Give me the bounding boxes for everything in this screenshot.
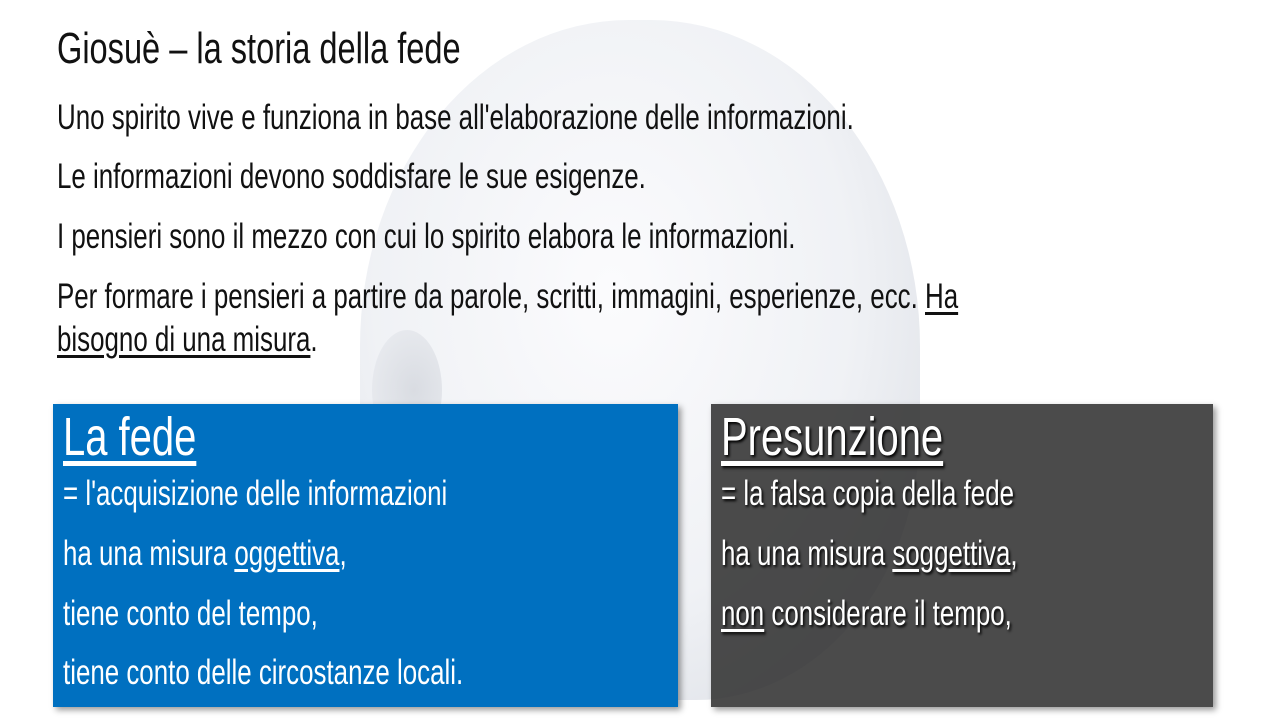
body-line-2: Le informazioni devono soddisfare le sue esigenze.: [57, 157, 646, 196]
slide-title: Giosuè – la storia della fede: [57, 24, 461, 73]
presumption-heading: Presunzione: [721, 407, 944, 467]
text: ,: [1010, 534, 1018, 573]
text: ha una misura: [63, 534, 235, 573]
underlined-text: bisogno di una misura: [57, 320, 311, 359]
faith-line-1: = l'acquisizione delle informazioni: [63, 474, 448, 513]
body-line-5: [57, 320, 318, 360]
presumption-line-1: = la falsa copia della fede: [721, 474, 1015, 513]
text: considerare il tempo,: [764, 594, 1012, 633]
underlined-text: oggettiva: [234, 534, 340, 573]
faith-line-3: tiene conto del tempo,: [63, 594, 318, 633]
text: .: [310, 320, 318, 359]
body-line-1: Uno spirito vive e funziona in base all'elaborazione delle informazioni.: [57, 98, 854, 137]
underlined-text: Ha: [925, 277, 959, 316]
faith-heading: La fede: [63, 407, 197, 467]
faith-line-2: [63, 534, 347, 574]
text: Per formare i pensieri a partire da parole, scritti, immagini, esperienze, ecc.: [57, 277, 926, 316]
body-line-3: I pensieri sono il mezzo con cui lo spirito elabora le informazioni.: [57, 217, 796, 256]
text: ,: [339, 534, 347, 573]
text: ha una misura: [721, 534, 893, 573]
underlined-text: non: [721, 594, 765, 633]
body-line-4: [57, 277, 958, 317]
presumption-line-3: [721, 594, 1012, 634]
underlined-text: soggettiva: [892, 534, 1011, 573]
presumption-box: [711, 404, 1213, 707]
faith-box: [53, 404, 678, 707]
faith-line-4: tiene conto delle circostanze locali.: [63, 653, 464, 692]
presumption-line-2: [721, 534, 1018, 574]
